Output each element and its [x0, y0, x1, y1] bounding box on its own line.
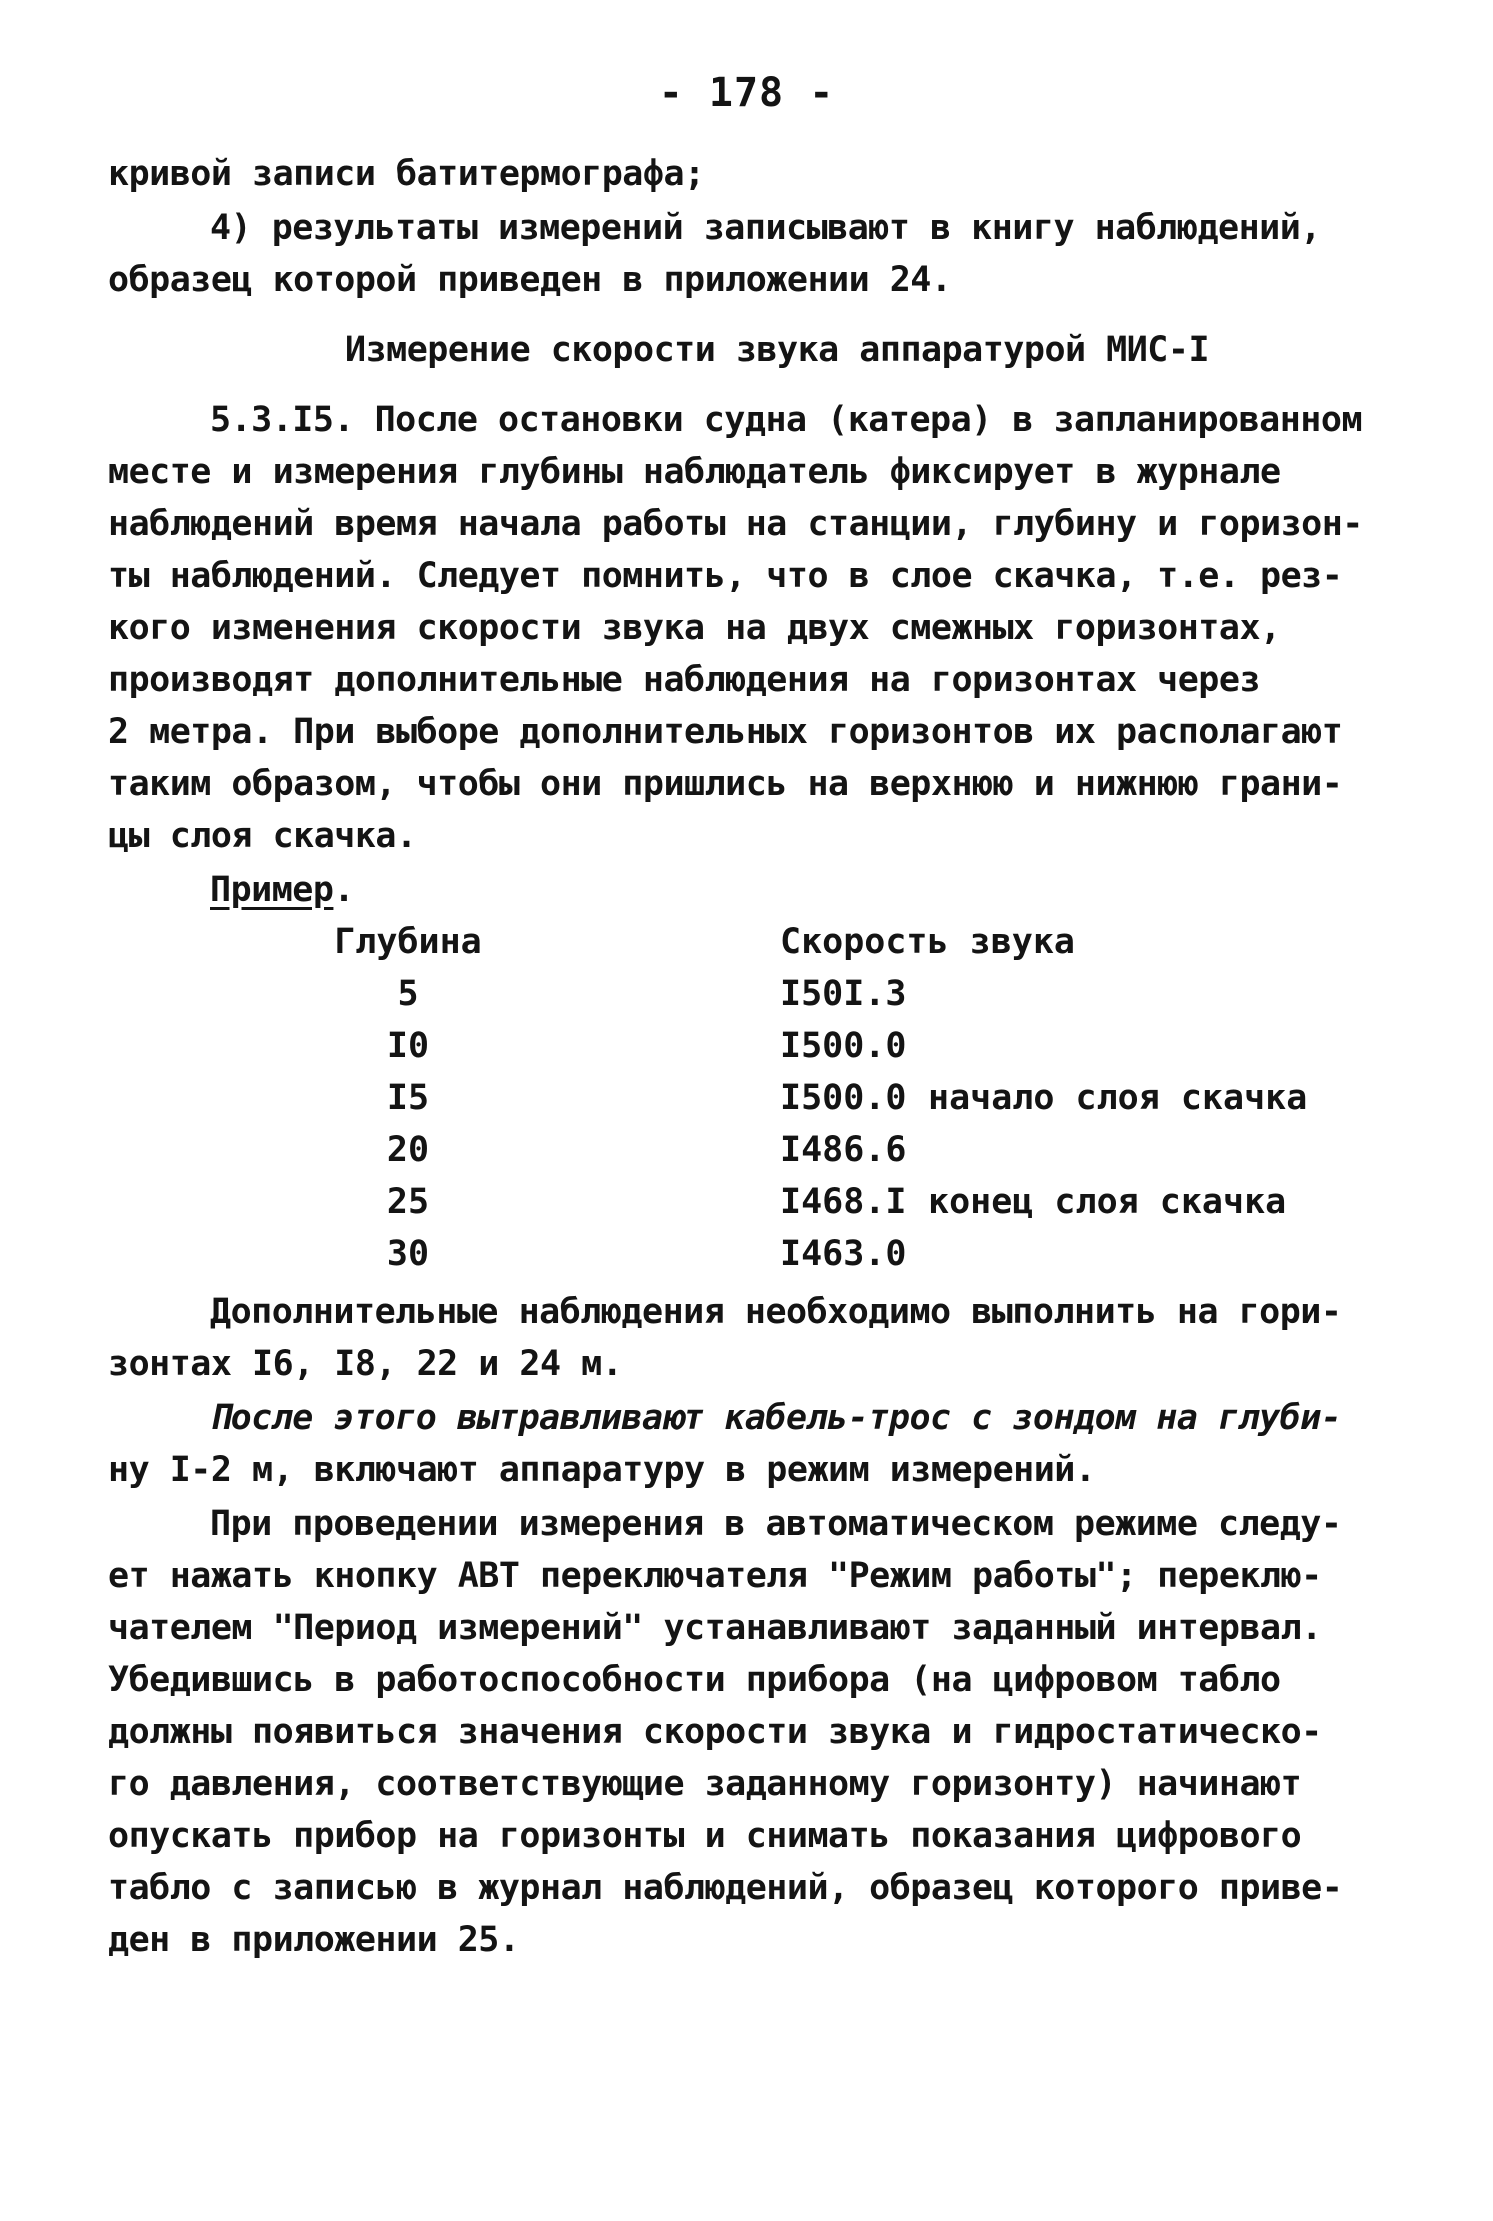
- text-line: образец которой приведен в приложении 24.: [108, 260, 952, 300]
- table-cell-depth: 20: [386, 1130, 430, 1170]
- example-label: Пример: [210, 870, 334, 910]
- table-cell-depth: I0: [386, 1026, 430, 1066]
- table-header-depth: Глубина: [334, 922, 482, 962]
- text-line: 2 метра. При выборе дополнительных горизонтов их располагают: [108, 712, 1343, 752]
- text-line: ну I-2 м, включают аппаратуру в режим измерений.: [108, 1450, 1096, 1490]
- table-cell-note: начало слоя скачка: [928, 1078, 1308, 1118]
- text-line: опускать прибор на горизонты и снимать показания цифрового: [108, 1816, 1302, 1856]
- text-line: таким образом, чтобы они пришлись на верхнюю и нижнюю грани-: [108, 764, 1343, 804]
- text-line: производят дополнительные наблюдения на горизонтах через: [108, 660, 1261, 700]
- table-cell-depth: 5: [397, 974, 419, 1014]
- text-line: После этого вытравливают кабель-трос с зондом на глуби-: [210, 1398, 1342, 1438]
- page-number: - 178 -: [658, 70, 835, 116]
- table-cell-speed: I500.0: [780, 1078, 907, 1118]
- text-line: должны появиться значения скорости звука и гидростатическо-: [108, 1712, 1322, 1752]
- text-line: цы слоя скачка.: [108, 816, 417, 856]
- table-header-speed: Скорость звука: [780, 922, 1076, 962]
- text-line: месте и измерения глубины наблюдатель фиксирует в журнале: [108, 452, 1281, 492]
- text-line: Убедившись в работоспособности прибора (на цифровом табло: [108, 1660, 1281, 1700]
- section-heading: Измерение скорости звука аппаратурой МИС-I: [345, 330, 1210, 370]
- table-cell-speed: I468.I: [780, 1182, 907, 1222]
- table-cell-speed: I463.0: [780, 1234, 907, 1274]
- text-line: кривой записи батитермографа;: [108, 154, 705, 194]
- table-cell-speed: I500.0: [780, 1026, 907, 1066]
- text-line: При проведении измерения в автоматическом режиме следу-: [210, 1504, 1342, 1544]
- example-label-line: [210, 868, 354, 912]
- table-cell-speed: I486.6: [780, 1130, 907, 1170]
- text-line: зонтах I6, I8, 22 и 24 м.: [108, 1344, 623, 1384]
- table-cell-speed: I50I.3: [780, 974, 907, 1014]
- text-line: наблюдений время начала работы на станции, глубину и горизон-: [108, 504, 1363, 544]
- table-cell-note: конец слоя скачка: [928, 1182, 1287, 1222]
- text-line: кого изменения скорости звука на двух смежных горизонтах,: [108, 608, 1281, 648]
- text-line: ден в приложении 25.: [108, 1920, 520, 1960]
- text-line: Дополнительные наблюдения необходимо выполнить на гори-: [210, 1292, 1342, 1332]
- example-dot: .: [333, 870, 355, 910]
- text-line: чателем "Период измерений" устанавливают заданный интервал.: [108, 1608, 1322, 1648]
- text-line: 4) результаты измерений записывают в книгу наблюдений,: [210, 208, 1321, 248]
- table-cell-depth: 25: [386, 1182, 430, 1222]
- text-line: го давления, соответствующие заданному горизонту) начинают: [108, 1764, 1302, 1804]
- text-line: ты наблюдений. Следует помнить, что в слое скачка, т.е. рез-: [108, 556, 1343, 596]
- table-cell-depth: 30: [386, 1234, 430, 1274]
- text-line: ет нажать кнопку АВТ переключателя "Режим работы"; переклю-: [108, 1556, 1322, 1596]
- table-cell-depth: I5: [386, 1078, 430, 1118]
- text-line: 5.3.I5. После остановки судна (катера) в запланированном: [210, 400, 1363, 440]
- text-line: табло с записью в журнал наблюдений, образец которого приве-: [108, 1868, 1343, 1908]
